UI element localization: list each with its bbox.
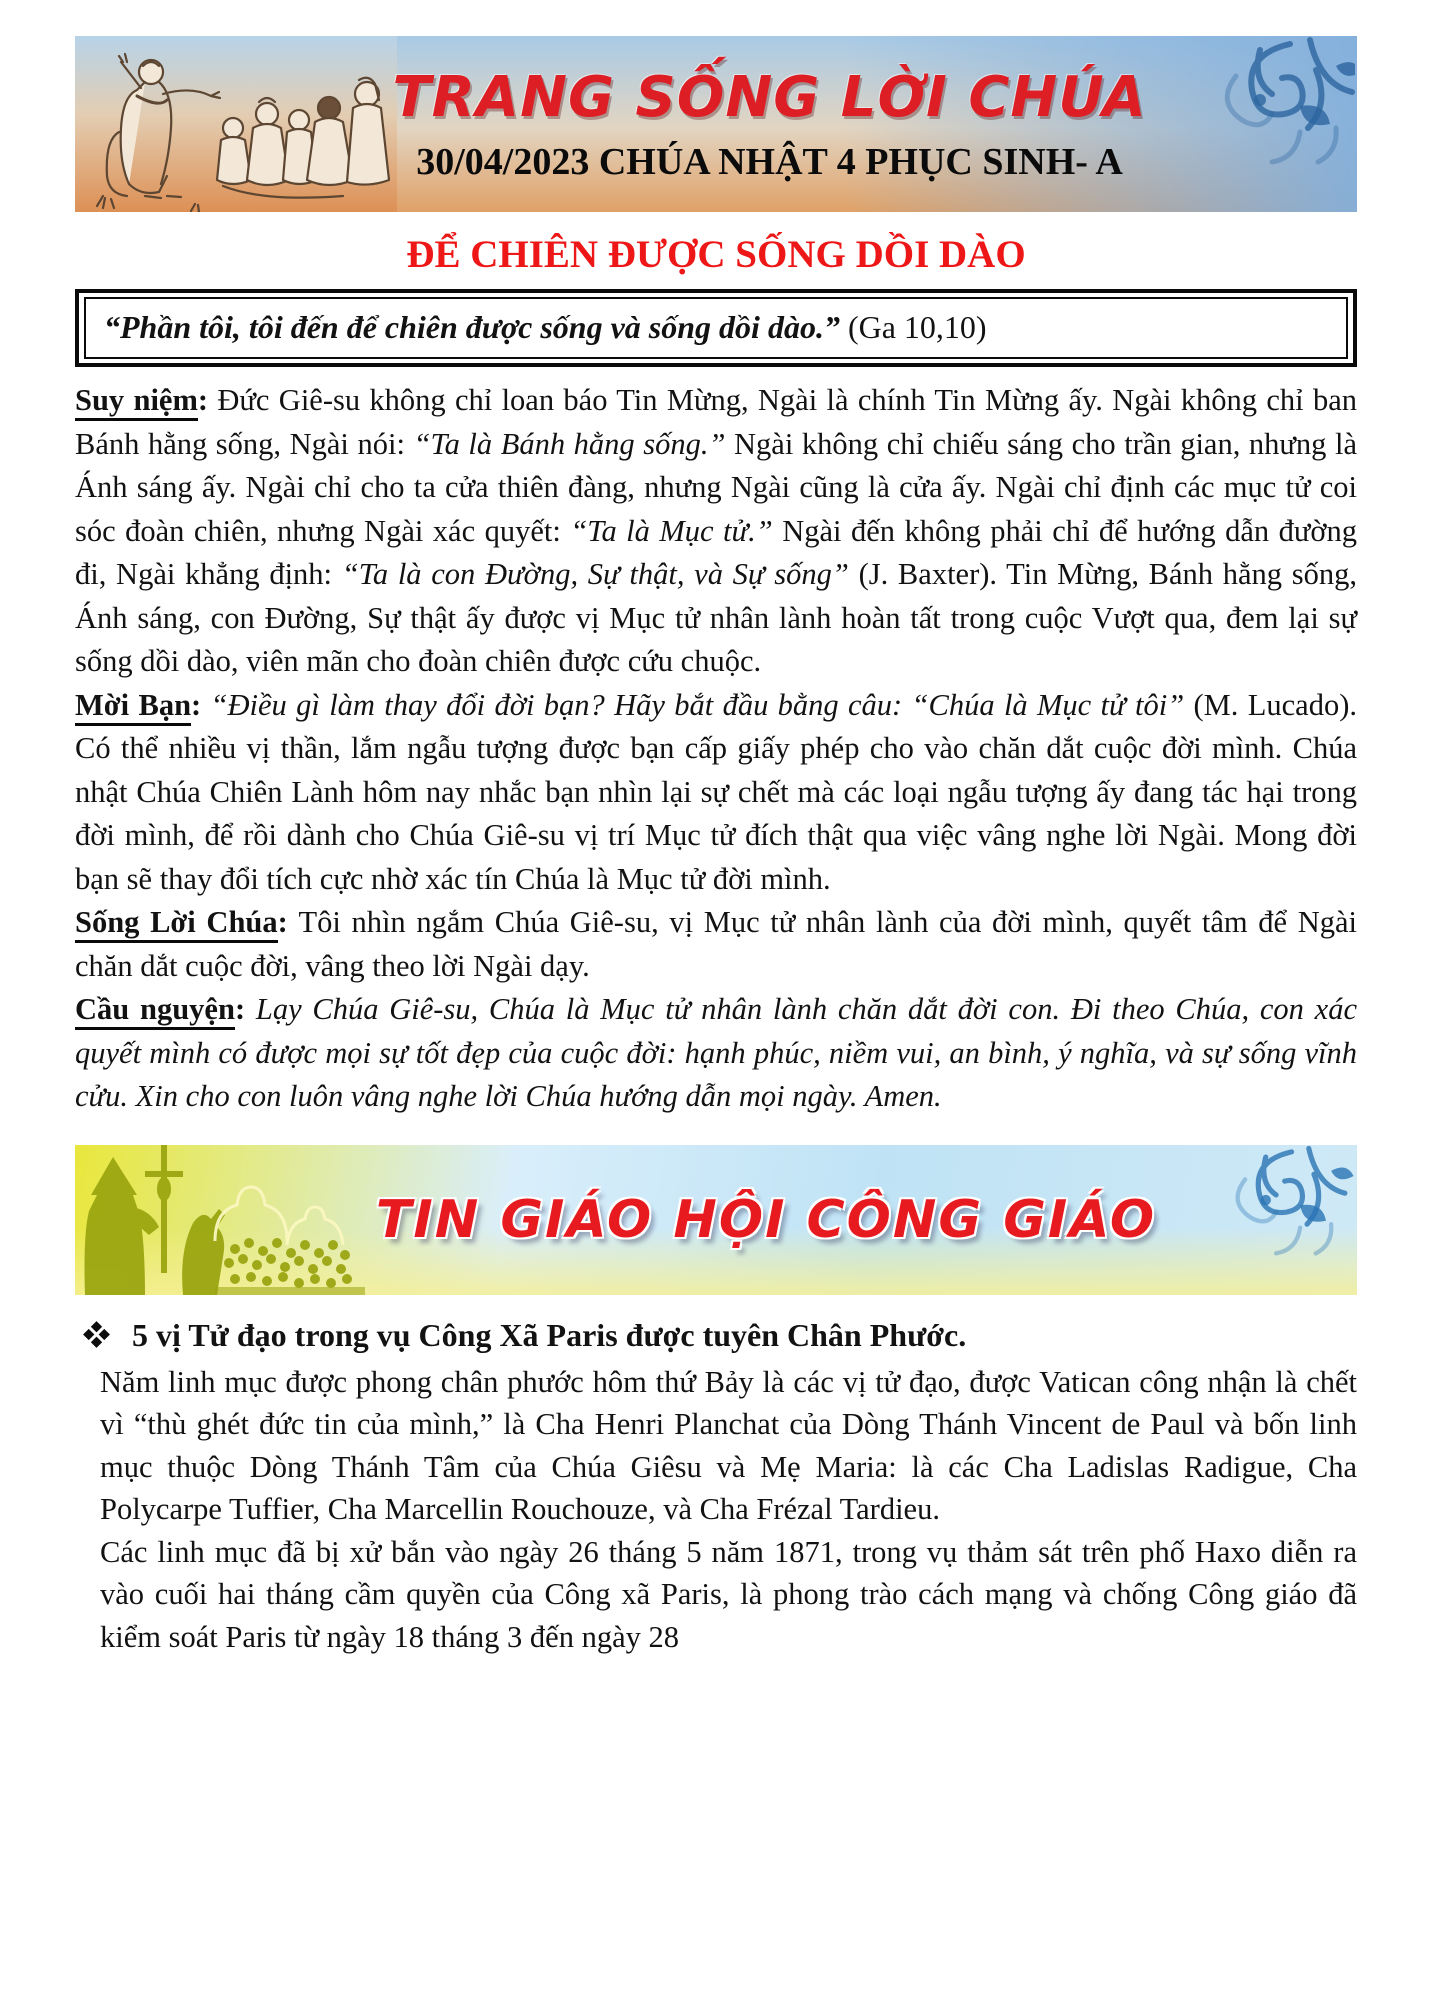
reflection-paragraph [75, 684, 1357, 902]
text-run: (M. Lucado). Có thể nhiều vị thần, lắm ngẫu tượng được bạn cấp giấy phép cho vào chăn dắt cuộc đời mình. Chúa nhật Chúa Chiên Lành hôm nay nhắc bạn nhìn lại sự chết mà các loại ngẫu tượng ấy đang tác hại trong đời mình, để rồi dành cho Chúa Giê-su vị trí Mục tử đích thật qua việc vâng nghe lời Ngài. Mong đời bạn sẽ thay đổi tích cực nhờ xác tín Chúa là Mục tử đời mình. [75, 687, 1357, 896]
jesus-teaching-illustration [75, 36, 397, 212]
paragraph-label: Sống Lời Chúa [75, 905, 278, 943]
paragraph-label: Mời Bạn [75, 688, 191, 726]
news-paragraph: Năm linh mục được phong chân phước hôm thứ Bảy là các vị tử đạo, được Vatican công nhận là chết vì “thù ghét đức tin của mình,” là Cha Henri Planchat của Dòng Thánh Vincent de Paul và bốn linh mục thuộc Dòng Thánh Tâm của Chúa Giêsu và Mẹ Maria: là các Cha Ladislas Radigue, Cha Polycarpe Tuffier, Cha Marcellin Rouchouze, và Cha Frézal Tardieu. [100, 1364, 1357, 1526]
news-paragraph: Các linh mục đã bị xử bắn vào ngày 26 tháng 5 năm 1871, trong vụ thảm sát trên phố Haxo diễn ra vào cuối hai tháng cầm quyền của Công xã Paris, là phong trào cách mạng và chống Công giáo đã kiểm soát Paris từ ngày 18 tháng 3 đến ngày 28 [100, 1534, 1357, 1654]
floral-swirl-icon [1140, 36, 1355, 208]
reflection-paragraphs [75, 379, 1357, 1119]
news-banner [75, 1145, 1357, 1295]
text-run: “Ta là con Đường, Sự thật, và Sự sống” [341, 557, 849, 591]
text-run: “Ta là Mục tử.” [570, 513, 773, 548]
header-titles [392, 36, 1147, 212]
verse-text [84, 297, 1348, 359]
reflection-paragraph [75, 379, 1357, 684]
news-paragraphs [75, 1361, 1357, 1659]
news-headline-text: 5 vị Tử đạo trong vụ Công Xã Paris được tuyên Chân Phước. [132, 1316, 967, 1353]
text-run: Đức Giê-su không chỉ loan báo Tin Mừng, Ngài là chính Tin Mừng ấy. Ngài không chỉ ban Bánh hằng sống, Ngài nói: [75, 383, 1357, 461]
paragraph-label-colon: : [277, 905, 299, 939]
paragraph-label: Cầu nguyện [75, 992, 235, 1030]
reflection-paragraph [75, 988, 1357, 1119]
news-banner-title-wrap [375, 1145, 1157, 1295]
date-heading: 30/04/2023 CHÚA NHẬT 4 PHỤC SINH- A [416, 140, 1123, 183]
paragraph-label-colon: : [191, 687, 211, 722]
verse-box [75, 289, 1357, 367]
pope-crucifix-silhouette-illustration [75, 1145, 375, 1295]
section-heading: ĐỂ CHIÊN ĐƯỢC SỐNG DỒI DÀO [406, 233, 1026, 276]
paragraph-label-colon: : [197, 383, 218, 417]
text-run: “Điều gì làm thay đổi đời bạn? Hãy bắt đầu bằng câu: “Chúa là Mục tử tôi” [210, 687, 1185, 722]
news-banner-title: TIN GIÁO HỘI CÔNG GIÁO [375, 1189, 1157, 1250]
text-run: Lạy Chúa Giê-su, Chúa là Mục tử nhân lành chăn dắt đời con. Đi theo Chúa, con xác quyết mình có được mọi sự tốt đẹp của cuộc đời: hạnh phúc, niềm vui, an bình, ý nghĩa, và sự sống vĩnh cửu. Xin cho con luôn vâng nghe lời Chúa hướng dẫn mọi ngày. Amen. [75, 992, 1357, 1113]
verse-reference: (Ga 10,10) [839, 309, 987, 345]
text-run: Tôi nhìn ngắm Chúa Giê-su, vị Mục tử nhân lành của đời mình, quyết tâm để Ngài chăn dắt cuộc đời, vâng theo lời Ngài dạy. [75, 905, 1357, 983]
verse-quote: “Phần tôi, tôi đến để chiên được sống và sống dồi dào.” [104, 309, 840, 345]
text-run: Ngài đến không phải chỉ để hướng dẫn đường đi, Ngài khẳng định: [75, 513, 1357, 591]
reflection-paragraph [75, 901, 1357, 988]
text-run: Ngài không chỉ chiếu sáng cho trần gian, nhưng là Ánh sáng ấy. Ngài chỉ cho ta cửa thiên đàng, nhưng Ngài cũng là cửa ấy. Ngài chỉ định các mục tử coi sóc đoàn chiên, nhưng Ngài xác quyết: [75, 426, 1358, 548]
text-run: “Ta là Bánh hằng sống.” [413, 426, 726, 461]
floral-swirl-icon [1155, 1145, 1355, 1293]
paragraph-label-colon: : [234, 992, 256, 1026]
news-headline [75, 1313, 1357, 1357]
page-title: TRANG SỐNG LỜI CHÚA [392, 64, 1147, 130]
diamond-bullet-icon [83, 1321, 110, 1348]
paragraph-label: Suy niệm [75, 383, 198, 421]
header-banner [75, 36, 1357, 212]
text-run: (J. Baxter). Tin Mừng, Bánh hằng sống, Ánh sáng, con Đường, Sự thật ấy được vị Mục tử nhân lành hoàn tất trong cuộc Vượt qua, đem lại sự sống dồi dào, viên mãn cho đoàn chiên được cứu chuộc. [75, 557, 1358, 678]
